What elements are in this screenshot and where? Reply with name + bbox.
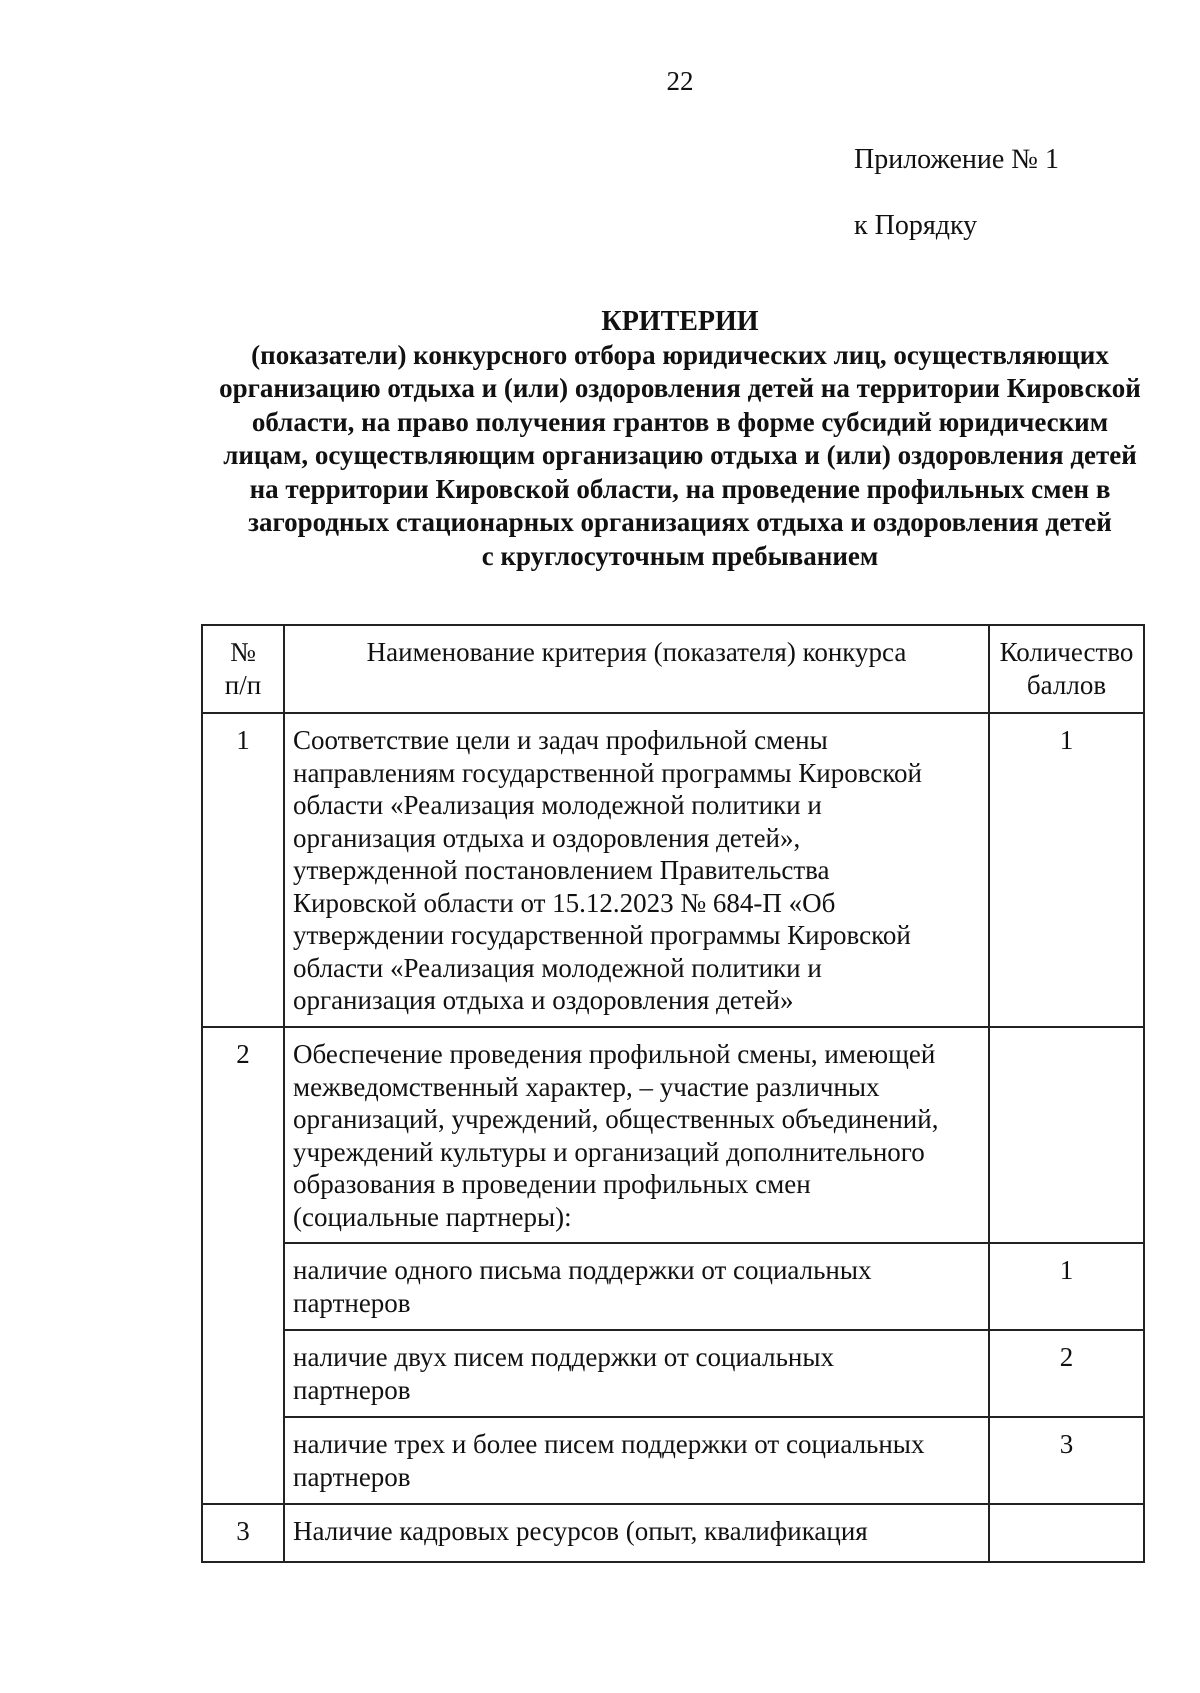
subcriterion-score: 1 (989, 1243, 1144, 1330)
header-number (202, 625, 284, 713)
criterion-line: области «Реализация молодежной политики и (293, 952, 822, 983)
subcriterion-line: наличие трех и более писем поддержки от социальных (293, 1429, 925, 1459)
criteria-table (201, 624, 1145, 1563)
header-score-line: баллов (1026, 669, 1107, 700)
criterion-line: учреждений культуры и организаций дополнительного (293, 1136, 925, 1167)
title-line: с круглосуточным пребыванием (481, 540, 879, 571)
criterion-score (989, 1504, 1144, 1562)
row-number: 3 (202, 1504, 284, 1562)
table-subrow (202, 1330, 1144, 1417)
criterion-text (284, 713, 989, 1027)
header-criterion-name (284, 625, 989, 713)
header-number-line: п/п (224, 669, 262, 700)
title-line: (показатели) конкурсного отбора юридических лиц, осуществляющих (251, 339, 1109, 370)
subcriterion-line: партнеров (293, 1287, 411, 1318)
title-line: на территории Кировской области, на проведение профильных смен в (249, 473, 1111, 504)
subcriterion-score: 2 (989, 1330, 1144, 1417)
criterion-line: утверждении государственной программы Кировской (293, 920, 911, 950)
subcriterion-line: наличие одного письма поддержки от социальных (293, 1255, 872, 1285)
title-line: области, на право получения грантов в форме субсидий юридическим (251, 406, 1109, 437)
criterion-line: Кировской области от 15.12.2023 № 684-П «Об (293, 887, 836, 918)
subcriterion-text (284, 1330, 989, 1417)
criterion-line: утвержденной постановлением Правительства (293, 855, 830, 885)
annex-reference: к Порядку (854, 210, 978, 241)
title-main: КРИТЕРИИ (601, 306, 759, 337)
document-title (150, 305, 1200, 573)
title-line: загородных стационарных организациях отдыха и оздоровления детей (248, 507, 1112, 537)
criterion-line: межведомственный характер, – участие различных (293, 1071, 880, 1102)
subcriterion-text (284, 1417, 989, 1504)
header-score-line: Количество (999, 637, 1134, 667)
table-subrow (202, 1243, 1144, 1330)
criterion-line: образования в проведении профильных смен (293, 1169, 811, 1199)
subcriterion-text (284, 1243, 989, 1330)
header-score (989, 625, 1144, 713)
criterion-score (989, 1027, 1144, 1243)
subcriterion-score: 3 (989, 1417, 1144, 1504)
criterion-text (284, 1504, 989, 1562)
title-line: лицам, осуществляющим организацию отдыха и (или) оздоровления детей (223, 440, 1137, 470)
criterion-line: области «Реализация молодежной политики и (293, 790, 822, 820)
table-header-row (202, 625, 1144, 713)
criterion-line: организация отдыха и оздоровления детей», (293, 822, 801, 853)
title-line: организацию отдыха и (или) оздоровления детей на территории Кировской (219, 373, 1141, 403)
header-criterion-name-text: Наименование критерия (показателя) конкурса (366, 637, 907, 667)
table-row (202, 1027, 1144, 1243)
table-row (202, 1504, 1144, 1562)
subcriterion-line: наличие двух писем поддержки от социальных (293, 1342, 834, 1372)
subcriterion-line: партнеров (293, 1461, 411, 1492)
criterion-line: организация отдыха и оздоровления детей» (293, 985, 794, 1015)
row-number: 2 (202, 1027, 284, 1504)
criterion-line: направлениям государственной программы Кировской (293, 757, 922, 788)
subcriterion-line: партнеров (293, 1374, 411, 1405)
criterion-score: 1 (989, 713, 1144, 1027)
annex-label: Приложение № 1 (854, 144, 1059, 175)
criterion-line: Обеспечение проведения профильной смены, имеющей (293, 1039, 936, 1069)
criterion-line: (социальные партнеры): (293, 1201, 572, 1232)
table-row (202, 713, 1144, 1027)
header-number-line: № (230, 637, 256, 667)
row-number: 1 (202, 713, 284, 1027)
table-subrow (202, 1417, 1144, 1504)
criterion-line: Наличие кадровых ресурсов (опыт, квалификация (293, 1516, 868, 1546)
page-number: 22 (666, 66, 694, 96)
criterion-line: организаций, учреждений, общественных объединений, (293, 1104, 939, 1134)
criterion-text (284, 1027, 989, 1243)
criterion-line: Соответствие цели и задач профильной смены (293, 725, 828, 755)
